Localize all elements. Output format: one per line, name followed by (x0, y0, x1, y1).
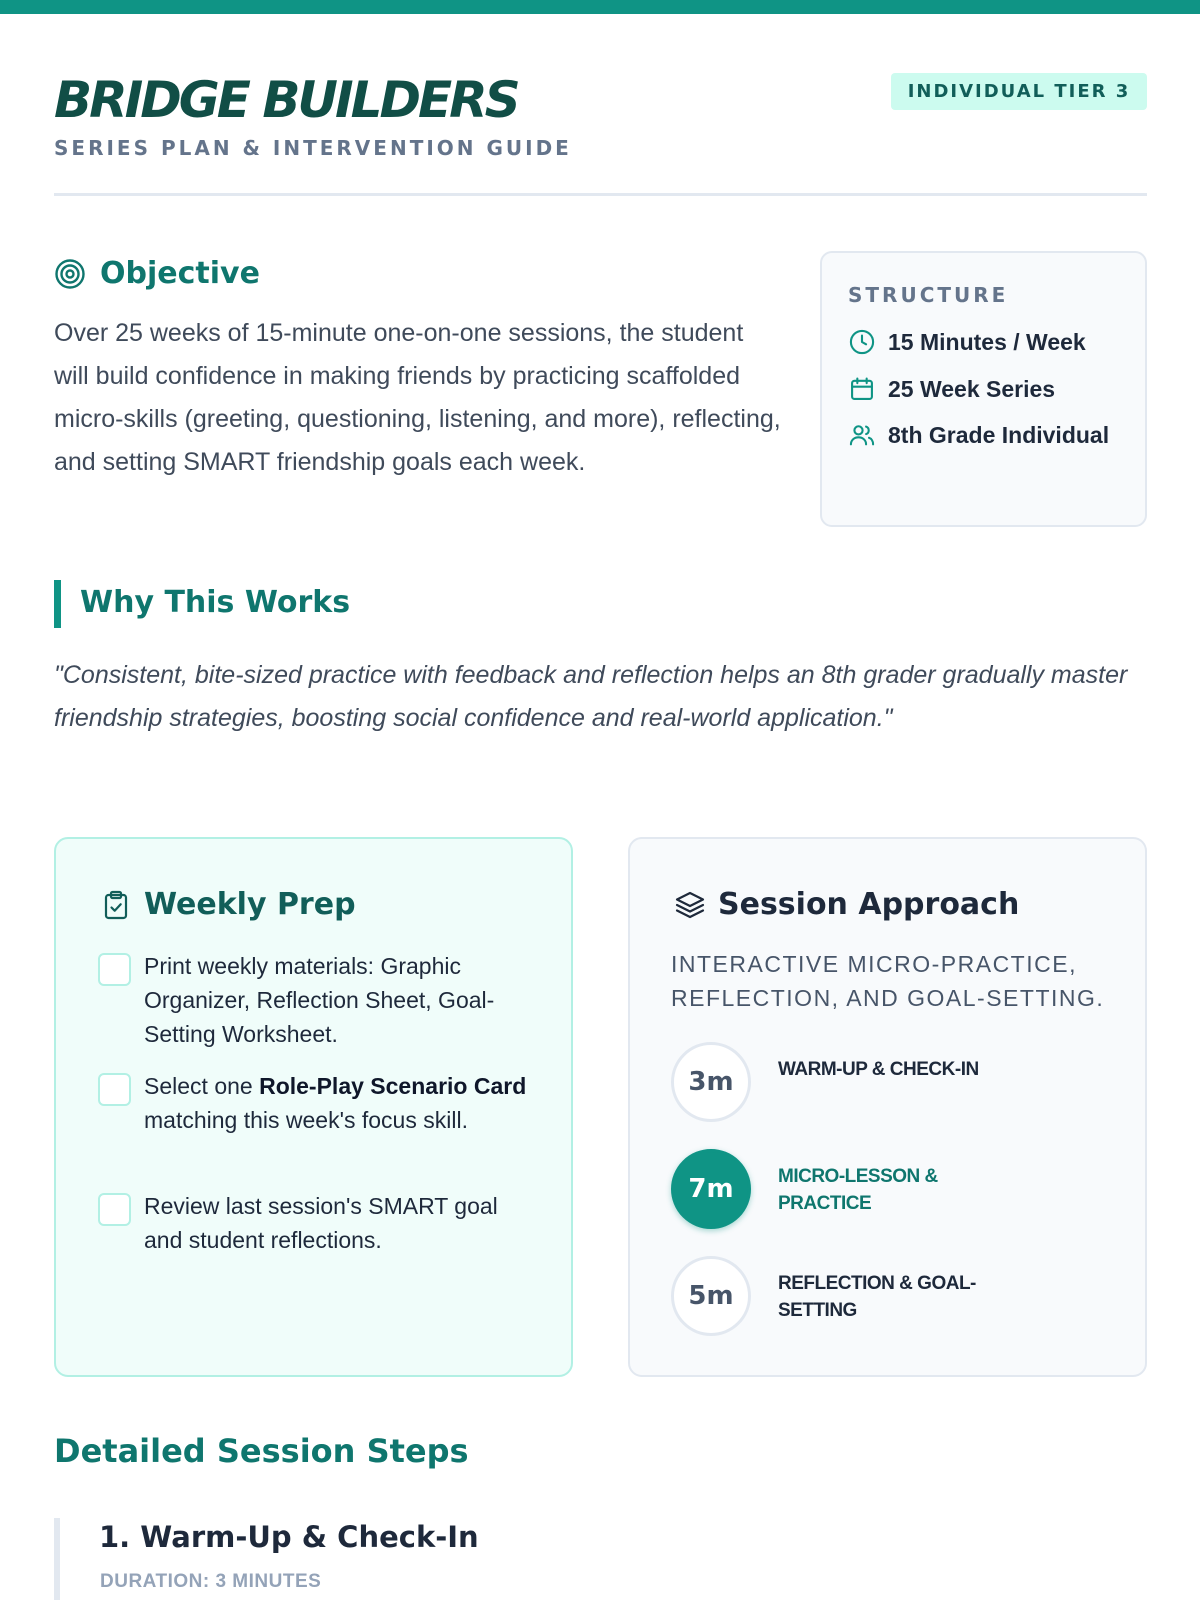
structure-item-series (848, 375, 1055, 403)
session-approach-card (628, 837, 1147, 1377)
session-approach-description: INTERACTIVE MICRO-PRACTICE, REFLECTION, AND GOAL-SETTING. (671, 951, 1105, 1011)
structure-card (820, 251, 1147, 527)
prep-checkbox[interactable] (98, 953, 131, 986)
objective-heading: Objective (100, 256, 260, 291)
prep-checkbox[interactable] (98, 1073, 131, 1106)
step-label: WARM-UP & CHECK-IN (778, 1059, 979, 1080)
brand-subtitle: SERIES PLAN & INTERVENTION GUIDE (54, 136, 572, 160)
step-duration: DURATION: 3 MINUTES (100, 1571, 322, 1592)
top-accent-bar (0, 0, 1200, 14)
step-accent-bar (54, 1518, 60, 1600)
step-label: REFLECTION & GOAL-SETTING (778, 1273, 976, 1321)
objective-text: Over 25 weeks of 15-minute one-on-one sessions, the student will build confidence in making friends by practicing scaffolded micro-skills (greeting, questioning, listening, and more), reflecting, and setting SMART friendship goals each week. (54, 319, 781, 476)
structure-item-duration (848, 328, 1086, 356)
step-duration-circle: 5m (671, 1256, 751, 1336)
weekly-prep-heading: Weekly Prep (144, 887, 356, 922)
structure-item-grade (848, 421, 1109, 449)
header-divider (54, 193, 1147, 196)
weekly-prep-card (54, 837, 573, 1377)
why-quote: "Consistent, bite-sized practice with feedback and reflection helps an 8th grader gradually master friendship strategies, boosting social confidence and real-world application." (54, 661, 1128, 732)
detailed-steps-heading: Detailed Session Steps (54, 1432, 469, 1470)
why-accent-bar (54, 580, 61, 628)
step-duration-circle: 3m (671, 1042, 751, 1122)
prep-checklist-item (98, 1189, 538, 1257)
clipboard-check-icon (100, 889, 132, 921)
prep-item-text: Select one Role-Play Scenario Card matching this week's focus skill. (144, 1073, 527, 1133)
prep-item-text: Review last session's SMART goal and student reflections. (144, 1193, 498, 1253)
clock-icon (848, 328, 876, 356)
prep-checklist-item (98, 1069, 538, 1137)
prep-item-text: Print weekly materials: Graphic Organizer, Reflection Sheet, Goal-Setting Worksheet. (144, 953, 495, 1047)
structure-item-text: 25 Week Series (888, 375, 1056, 402)
step-title: 1. Warm-Up & Check-In (99, 1520, 479, 1554)
structure-item-text: 8th Grade Individual (888, 421, 1110, 448)
users-icon (848, 421, 876, 449)
prep-checklist-item (98, 949, 538, 1051)
step-label-active: MICRO-LESSON & PRACTICE (778, 1166, 938, 1214)
tier-badge: INDIVIDUAL TIER 3 (891, 73, 1147, 110)
why-heading: Why This Works (80, 585, 351, 620)
target-icon (54, 258, 86, 290)
structure-item-text: 15 Minutes / Week (888, 328, 1086, 355)
structure-label: STRUCTURE (848, 283, 1009, 307)
step-duration-circle-active: 7m (671, 1149, 751, 1229)
session-approach-heading: Session Approach (718, 887, 1020, 922)
calendar-icon (848, 375, 876, 403)
prep-checkbox[interactable] (98, 1193, 131, 1226)
layers-icon (674, 889, 706, 921)
brand-title: BRIDGE BUILDERS (54, 71, 518, 129)
